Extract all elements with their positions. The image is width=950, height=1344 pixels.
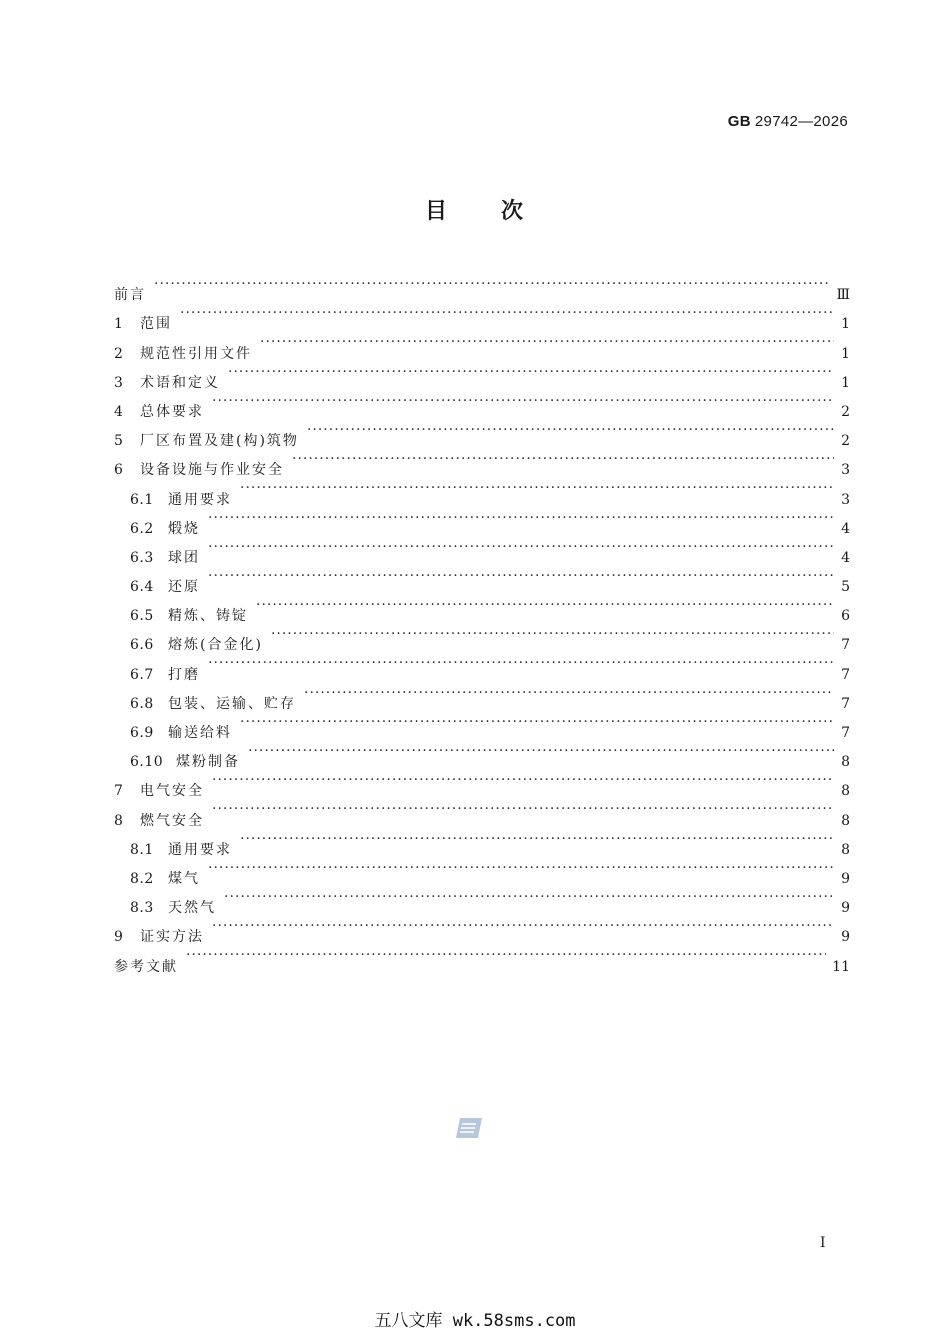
sac-logo-icon	[456, 1118, 482, 1138]
standard-code-number: 29742—2026	[754, 113, 848, 130]
toc-entry-label: 精炼、铸锭	[168, 608, 248, 625]
toc-dot-leader	[307, 416, 834, 445]
toc-entry[interactable]	[114, 854, 850, 887]
toc-entry-page: 7	[841, 637, 850, 654]
toc-entry-label: 设备设施与作业安全	[140, 462, 284, 479]
toc-entry[interactable]	[114, 795, 850, 829]
toc-dot-leader	[208, 504, 834, 533]
toc-entry-page: 6	[841, 608, 850, 625]
toc-entry-number: 2	[114, 345, 124, 362]
toc-entry-page: 1	[841, 374, 850, 391]
toc-dot-leader	[256, 591, 834, 620]
toc-entry-page: 7	[841, 695, 850, 712]
toc-entry-number: 3	[114, 374, 124, 391]
toc-dot-leader	[224, 883, 834, 912]
toc-entry[interactable]	[114, 270, 850, 304]
toc-entry-label: 电气安全	[140, 783, 204, 800]
table-of-contents	[114, 270, 850, 975]
toc-dot-leader	[240, 474, 834, 503]
page-title-char-1: 目	[424, 199, 449, 224]
toc-dot-leader	[154, 270, 830, 299]
toc-entry-number: 6.6	[130, 637, 154, 654]
toc-entry-number: 8.2	[130, 870, 154, 887]
toc-entry[interactable]	[114, 328, 850, 362]
toc-entry-label: 打磨	[168, 666, 200, 683]
toc-entry-label: 前言	[114, 287, 146, 304]
toc-entry-label: 还原	[168, 579, 200, 596]
toc-dot-leader	[271, 620, 834, 649]
toc-entry-label: 燃气安全	[140, 812, 204, 829]
toc-entry-label: 煅烧	[168, 520, 200, 537]
toc-entry-page: 8	[841, 812, 850, 829]
toc-dot-leader	[186, 941, 826, 970]
toc-entry-page: 11	[832, 958, 850, 975]
toc-dot-leader	[212, 795, 834, 824]
toc-entry-page: 8	[841, 841, 850, 858]
toc-entry-page: 8	[841, 754, 850, 771]
toc-entry-number: 8.3	[130, 900, 154, 917]
toc-entry-page: 9	[841, 870, 850, 887]
toc-entry[interactable]	[114, 649, 850, 683]
toc-entry-label: 术语和定义	[140, 374, 220, 391]
toc-dot-leader	[248, 737, 834, 766]
toc-entry-label: 煤气	[168, 870, 200, 887]
toc-entry[interactable]	[114, 766, 850, 800]
toc-entry-label: 规范性引用文件	[140, 345, 252, 362]
toc-entry-number: 6.3	[130, 549, 154, 566]
toc-entry[interactable]	[114, 679, 850, 712]
toc-entry-number: 6.10	[130, 754, 164, 771]
toc-entry[interactable]	[114, 416, 850, 450]
toc-entry[interactable]	[114, 912, 850, 946]
toc-entry[interactable]	[114, 591, 850, 625]
footer-watermark: 五八文库 wk.58sms.com	[374, 1311, 576, 1331]
toc-entry-page: 1	[841, 345, 850, 362]
toc-dot-leader	[212, 912, 834, 941]
toc-entry-page: 5	[841, 579, 850, 596]
page-number: I	[820, 1235, 826, 1251]
toc-entry-page: 3	[841, 491, 850, 508]
standard-code-prefix: GB	[727, 113, 751, 130]
toc-entry-page: Ⅲ	[836, 287, 850, 304]
toc-entry-number: 6.1	[130, 491, 154, 508]
page-title-char-2: 次	[501, 199, 526, 224]
toc-dot-leader	[208, 649, 834, 678]
toc-entry-number: 6.2	[130, 520, 154, 537]
toc-entry-page: 8	[841, 783, 850, 800]
toc-entry-number: 6.8	[130, 695, 154, 712]
toc-entry-number: 5	[114, 433, 124, 450]
toc-entry[interactable]	[114, 825, 850, 858]
toc-entry-number: 9	[114, 929, 124, 946]
toc-entry-page: 9	[841, 900, 850, 917]
toc-entry-label: 厂区布置及建(构)筑物	[140, 433, 299, 450]
toc-dot-leader	[228, 358, 834, 387]
toc-entry-number: 8.1	[130, 841, 154, 858]
toc-entry-page: 3	[841, 462, 850, 479]
toc-dot-leader	[260, 328, 834, 357]
toc-entry-number: 7	[114, 783, 124, 800]
toc-entry-label: 参考文献	[114, 958, 178, 975]
toc-entry-label: 通用要求	[168, 491, 232, 508]
toc-entry-number: 1	[114, 316, 124, 333]
toc-entry-page: 2	[841, 403, 850, 420]
toc-dot-leader	[304, 679, 834, 708]
toc-entry[interactable]	[114, 504, 850, 537]
toc-entry[interactable]	[114, 533, 850, 566]
toc-entry-page: 7	[841, 725, 850, 741]
toc-entry-number: 8	[114, 812, 124, 829]
toc-entry-number: 6.7	[130, 666, 154, 683]
toc-dot-leader	[180, 299, 834, 328]
toc-entry-label: 天然气	[168, 900, 216, 917]
toc-entry-number: 6.4	[130, 579, 154, 596]
toc-entry-number: 6	[114, 462, 124, 479]
toc-dot-leader	[208, 533, 834, 562]
toc-dot-leader	[240, 708, 834, 737]
toc-entry[interactable]	[114, 941, 850, 975]
toc-entry-number: 4	[114, 403, 124, 420]
toc-entry[interactable]	[114, 387, 850, 420]
toc-entry-label: 总体要求	[140, 403, 204, 420]
toc-dot-leader	[212, 766, 834, 795]
toc-entry-label: 煤粉制备	[176, 754, 240, 771]
toc-entry-label: 通用要求	[168, 841, 232, 858]
toc-entry-page: 2	[841, 433, 850, 450]
toc-entry-label: 输送给料	[168, 725, 232, 741]
toc-entry-page: 9	[841, 929, 850, 946]
toc-entry-number: 6.5	[130, 608, 154, 625]
toc-entry[interactable]	[114, 883, 850, 917]
toc-dot-leader	[212, 387, 834, 416]
standard-code	[728, 113, 848, 130]
toc-dot-leader	[208, 562, 834, 591]
toc-entry-label: 范围	[140, 316, 172, 333]
toc-entry[interactable]	[114, 299, 850, 333]
toc-entry-label: 熔炼(合金化)	[168, 637, 263, 654]
toc-entry-number: 6.9	[130, 725, 154, 741]
toc-entry-label: 证实方法	[140, 929, 204, 946]
toc-entry-label: 包装、运输、贮存	[168, 695, 296, 712]
toc-dot-leader	[292, 445, 834, 474]
toc-entry-page: 1	[841, 316, 850, 333]
toc-entry-label: 球团	[168, 549, 200, 566]
toc-entry-page: 7	[841, 666, 850, 683]
toc-dot-leader	[208, 854, 834, 883]
page-title	[0, 194, 950, 225]
toc-dot-leader	[240, 825, 834, 854]
toc-entry-page: 4	[841, 549, 850, 566]
toc-entry-page: 4	[841, 520, 850, 537]
toc-entry[interactable]	[114, 562, 850, 596]
